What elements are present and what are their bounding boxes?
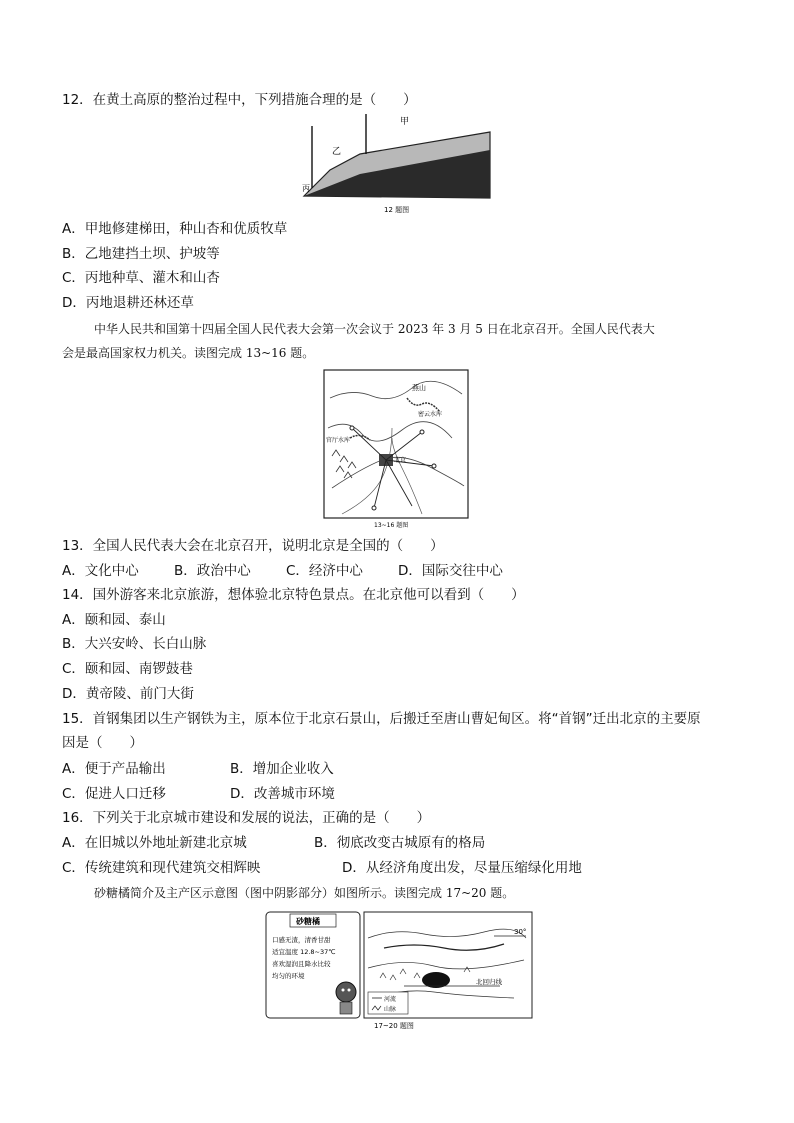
- q12-option-a[interactable]: A．甲地修建梯田，种山杏和优质牧草: [62, 221, 288, 237]
- map-caption: 13~16 题图: [374, 522, 409, 529]
- map-label-yanshan: 燕山: [412, 384, 426, 392]
- q14-option-b[interactable]: B．大兴安岭、长白山脉: [62, 636, 207, 652]
- q15-option-c[interactable]: C．促进人口迁移: [62, 786, 166, 802]
- q13-option-c[interactable]: C．经济中心: [286, 563, 363, 579]
- q12-stem: 12．在黄土高原的整治过程中，下列措施合理的是（ ）: [62, 92, 417, 108]
- q16-option-c[interactable]: C．传统建筑和现代建筑交相辉映: [62, 860, 261, 876]
- q12-option-b[interactable]: B．乙地建挡土坝、护坡等: [62, 246, 220, 262]
- q14-stem: 14．国外游客来北京旅游，想体验北京特色景点。在北京他可以看到（ ）: [62, 587, 525, 603]
- q15-option-a[interactable]: A．便于产品输出: [62, 761, 166, 777]
- q16-option-d[interactable]: D．从经济角度出发，尽量压缩绿化用地: [342, 860, 582, 876]
- orange-figure: [264, 908, 536, 1032]
- legend-mountain: 山脉: [384, 1006, 397, 1013]
- q13-option-a[interactable]: A．文化中心: [62, 563, 139, 579]
- q13-option-b[interactable]: B．政治中心: [174, 563, 251, 579]
- card-line4: 均匀的环境: [272, 972, 305, 980]
- q14-option-a[interactable]: A．颐和园、泰山: [62, 612, 166, 628]
- q12-figure: [300, 112, 500, 217]
- q14-option-c[interactable]: C．颐和园、南锣鼓巷: [62, 661, 193, 677]
- q12-option-c[interactable]: C．丙地种草、灌木和山杏: [62, 270, 220, 286]
- q13-options-row: [62, 562, 742, 580]
- q15-stem-line2: 因是（ ）: [62, 735, 143, 751]
- card-line2: 适宜温度 12.8~37℃: [272, 948, 336, 956]
- map-label-guanting: 官厅水库: [326, 437, 351, 444]
- intro-13-16-line1: 中华人民共和国第十四届全国人民代表大会第一次会议于 2023 年 3 月 5 日在北京召开。全国人民代表大: [94, 322, 655, 336]
- q16-options-row2: [62, 859, 742, 877]
- q16-option-b[interactable]: B．彻底改变古城原有的格局: [314, 835, 486, 851]
- q14-option-d[interactable]: D．黄帝陵、前门大街: [62, 686, 194, 702]
- card-title: 砂糖橘: [296, 917, 320, 926]
- q16-options-row1: [62, 834, 742, 852]
- q12-option-d[interactable]: D．丙地退耕还林还草: [62, 295, 194, 311]
- map-label-30: 30°: [514, 928, 527, 936]
- q13-option-d[interactable]: D．国际交往中心: [398, 563, 503, 579]
- q12-caption: 12 题图: [384, 206, 410, 214]
- q12-label-jia: 甲: [400, 117, 410, 127]
- q16-stem: 16．下列关于北京城市建设和发展的说法，正确的是（ ）: [62, 810, 431, 826]
- intro-13-16-line2: 会是最高国家权力机关。读图完成 13~16 题。: [62, 346, 315, 360]
- q15-option-d[interactable]: D．改善城市环境: [230, 786, 335, 802]
- map-label-beijing: 北京: [394, 457, 407, 464]
- q12-label-yi: 乙: [332, 147, 342, 157]
- map-label-tropic: 北回归线: [476, 978, 502, 986]
- q15-option-b[interactable]: B．增加企业收入: [230, 761, 334, 777]
- card-line1: 口感无渣，清香甘甜: [272, 936, 331, 944]
- q15-options-row1: [62, 760, 742, 778]
- q16-option-a[interactable]: A．在旧城以外地址新建北京城: [62, 835, 247, 851]
- q12-label-bing: 丙: [302, 184, 310, 193]
- map-label-miyun: 密云水库: [418, 411, 443, 418]
- orange-figure-caption: 17~20 题图: [374, 1022, 414, 1030]
- intro-17-20-line1: 砂糖橘简介及主产区示意图（图中阴影部分）如图所示。读图完成 17~20 题。: [94, 886, 515, 900]
- card-line3: 喜欢湿润且降水比较: [272, 960, 331, 968]
- legend-river: 河流: [384, 996, 397, 1003]
- q15-stem-line1: 15．首钢集团以生产钢铁为主，原本位于北京石景山，后搬迁至唐山曹妃甸区。将“首钢”迁出北京的主要原: [62, 711, 701, 727]
- q15-options-row2: [62, 785, 742, 803]
- q13-stem: 13．全国人民代表大会在北京召开，说明北京是全国的（ ）: [62, 538, 444, 554]
- beijing-map-figure: [322, 368, 470, 530]
